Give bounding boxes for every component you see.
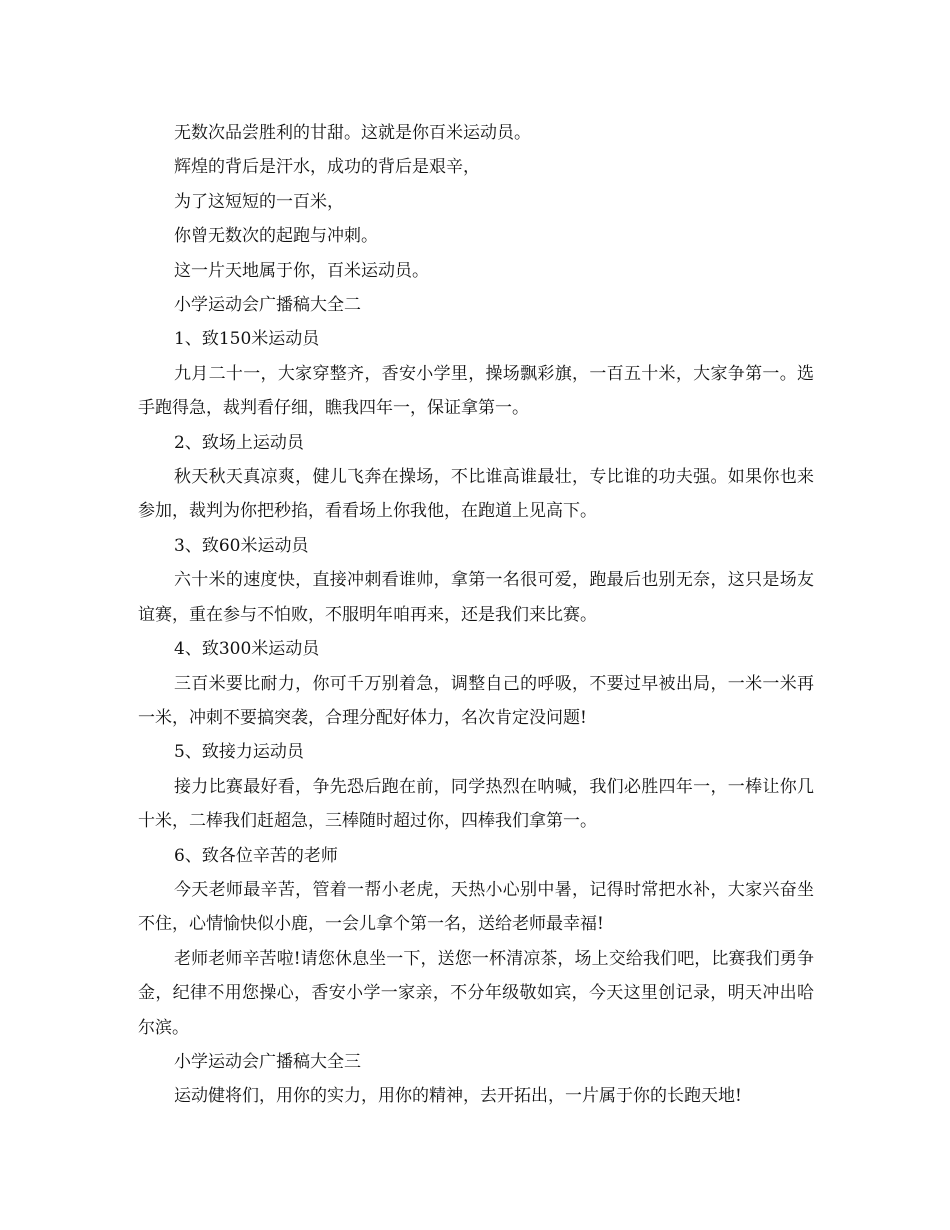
section-heading: 小学运动会广播稿大全三 (174, 1051, 361, 1072)
section-heading: 小学运动会广播稿大全二 (174, 295, 361, 316)
document-body (138, 116, 814, 1114)
paragraph: 老师老师辛苦啦!请您休息坐一下，送您一杯清凉茶，场上交给我们吧，比赛我们勇争金，纪律不用您操心，香安小学一家亲，不分年级敬如宾，今天这里创记录，明天冲出哈尔滨。 (138, 948, 814, 1038)
paragraph: 你曾无数次的起跑与冲刺。 (174, 226, 378, 247)
subheading: 2、致场上运动员 (174, 432, 304, 453)
subheading: 3、致60米运动员 (174, 535, 309, 556)
subheading: 1、致150米运动员 (174, 329, 320, 350)
paragraph: 这一片天地属于你，百米运动员。 (174, 260, 429, 281)
subheading: 4、致300米运动员 (174, 639, 320, 660)
paragraph: 接力比赛最好看，争先恐后跑在前，同学热烈在呐喊，我们必胜四年一，一棒让你几十米，二棒我们赶超急，三棒随时超过你，四棒我们拿第一。 (138, 776, 814, 832)
paragraph: 六十米的速度快，直接冲刺看谁帅，拿第一名很可爱，跑最后也别无奈，这只是场友谊赛，重在参与不怕败，不服明年咱再来，还是我们来比赛。 (138, 570, 814, 625)
paragraph: 运动健将们，用你的实力，用你的精神，去开拓出，一片属于你的长跑天地! (174, 1086, 742, 1107)
paragraph: 秋天秋天真凉爽，健儿飞奔在操场，不比谁高谁最壮，专比谁的功夫强。如果你也来参加，裁判为你把秒掐，看看场上你我他，在跑道上见高下。 (138, 467, 814, 522)
subheading: 5、致接力运动员 (174, 742, 304, 763)
paragraph: 九月二十一，大家穿整齐，香安小学里，操场飘彩旗，一百五十米，大家争第一。选手跑得急，裁判看仔细，瞧我四年一，保证拿第一。 (138, 363, 814, 419)
paragraph: 三百米要比耐力，你可千万别着急，调整自己的呼吸，不要过早被出局，一米一米再一米，冲刺不要搞突袭，合理分配好体力，名次肯定没问题! (138, 673, 814, 728)
paragraph: 无数次品尝胜利的甘甜。这就是你百米运动员。 (174, 123, 531, 143)
paragraph: 今天老师最辛苦，管着一帮小老虎，天热小心别中暑，记得时常把水补，大家兴奋坐不住，心情愉快似小鹿，一会儿拿个第一名，送给老师最幸福! (138, 879, 814, 935)
paragraph: 辉煌的背后是汗水，成功的背后是艰辛， (174, 157, 480, 178)
paragraph: 为了这短短的一百米， (174, 191, 344, 212)
subheading: 6、致各位辛苦的老师 (174, 845, 338, 866)
